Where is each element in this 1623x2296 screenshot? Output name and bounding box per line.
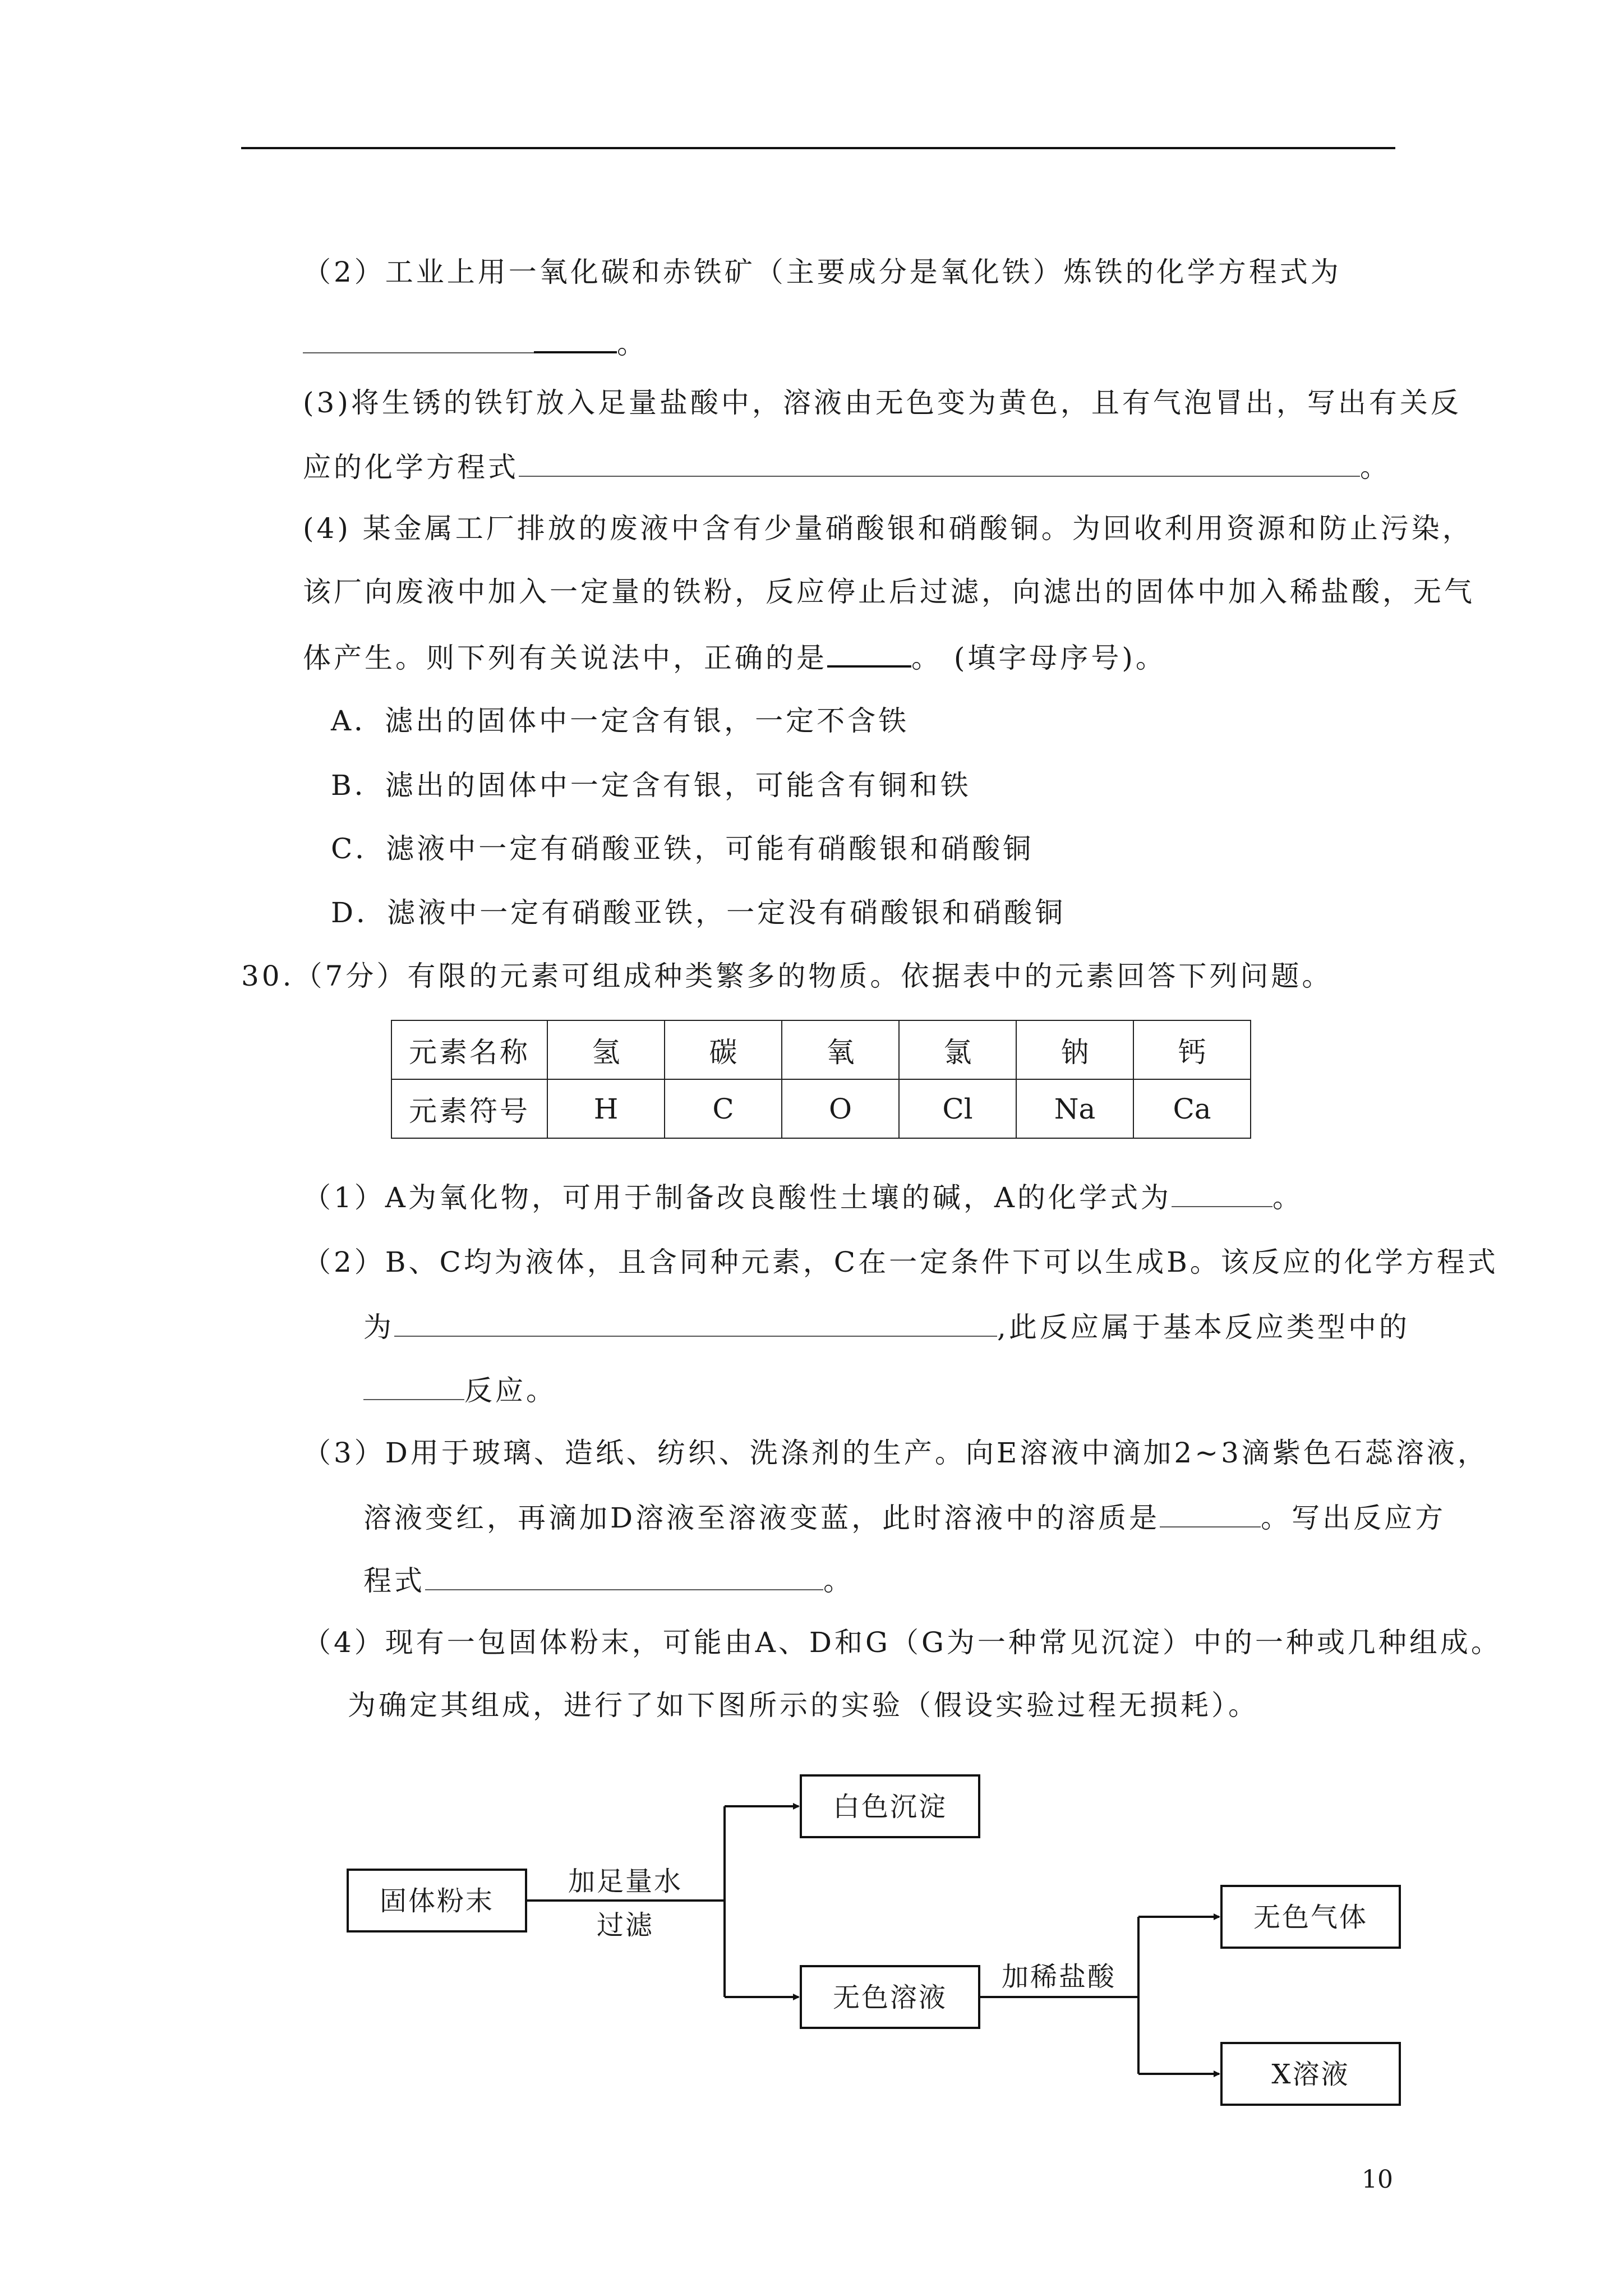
q29-p2-line1: （2）工业上用一氧化碳和赤铁矿（主要成分是氧化铁）炼铁的化学方程式为 — [303, 256, 1341, 288]
element-symbol-cell: O — [782, 1079, 899, 1138]
q30-p4-line1: （4）现有一包固体粉末，可能由A、D和G（G为一种常见沉淀）中的一种或几种组成。 — [303, 1626, 1502, 1659]
white-precipitate-label: 白色沉淀 — [832, 1791, 948, 1823]
line-text: 为 — [363, 1311, 394, 1343]
line-text: ,此反应属于基本反应类型中的 — [997, 1311, 1410, 1343]
option-d: D．滤液中一定有硝酸亚铁，一定没有硝酸银和硝酸铜 — [331, 896, 1066, 929]
element-name-cell: 钙 — [1133, 1020, 1251, 1079]
element-name-cell: 碳 — [665, 1020, 782, 1079]
row-header: 元素符号 — [391, 1079, 547, 1138]
q29-p4-line2: 该厂向废液中加入一定量的铁粉，反应停止后过滤，向滤出的固体中加入稀盐酸，无气 — [303, 576, 1475, 608]
period: 。 — [1272, 1181, 1304, 1214]
line-text: （1）A为氧化物，可用于制备改良酸性土壤的碱，A的化学式为 — [303, 1181, 1172, 1214]
element-name-cell: 氧 — [782, 1020, 899, 1079]
element-symbol-cell: Cl — [899, 1079, 1016, 1138]
line-text: 反应。 — [464, 1374, 557, 1407]
option-a: A．滤出的固体中一定含有银，一定不含铁 — [331, 705, 910, 737]
line-text: 体产生。则下列有关说法中，正确的是 — [303, 642, 827, 674]
period: 。 — [823, 1565, 854, 1597]
line-text: 。 (填字母序号)。 — [911, 642, 1166, 674]
period: 。 — [1360, 451, 1391, 484]
q29-p4-line1: (4) 某金属工厂排放的废液中含有少量硝酸银和硝酸铜。为回收利用资源和防止污染， — [303, 512, 1473, 545]
element-symbol-cell: Ca — [1133, 1079, 1251, 1138]
q30-p3-line1: （3）D用于玻璃、造纸、纺织、洗涤剂的生产。向E溶液中滴加2~3滴紫色石蕊溶液， — [303, 1437, 1488, 1469]
x-solution-label: X溶液 — [1271, 2059, 1350, 2090]
colorless-solution-label: 无色溶液 — [832, 1982, 948, 2013]
element-symbol-cell: Na — [1016, 1079, 1133, 1138]
line-text: 溶液变红，再滴加D溶液至溶液变蓝，此时溶液中的溶质是 — [363, 1502, 1160, 1534]
line-text: 应的化学方程式 — [303, 451, 519, 484]
option-b: B．滤出的固体中一定含有银，可能含有铜和铁 — [331, 769, 971, 802]
q30-p4-line2: 为确定其组成，进行了如下图所示的实验（假设实验过程无损耗）。 — [348, 1689, 1259, 1722]
line-text: 。写出反应方 — [1261, 1502, 1446, 1534]
add-water-label: 加足量水 — [568, 1866, 683, 1897]
q29-p3-line1: (3)将生锈的铁钉放入足量盐酸中，溶液由无色变为黄色，且有气泡冒出，写出有关反 — [303, 386, 1461, 419]
row-header: 元素名称 — [391, 1020, 547, 1079]
option-c: C．滤液中一定有硝酸亚铁，可能有硝酸银和硝酸铜 — [331, 832, 1034, 865]
filter-label: 过滤 — [596, 1910, 654, 1941]
period: 。 — [617, 328, 648, 360]
add-dilute-hcl-label: 加稀盐酸 — [1001, 1961, 1117, 1993]
element-symbol-cell: H — [547, 1079, 665, 1138]
element-symbol-cell: C — [665, 1079, 782, 1138]
colorless-gas-label: 无色气体 — [1253, 1902, 1368, 1933]
line-text: 程式 — [363, 1565, 425, 1597]
q30-p2-line1: （2）B、C均为液体，且含同种元素，C在一定条件下可以生成B。该反应的化学方程式 — [303, 1246, 1498, 1278]
page-number: 10 — [1362, 2165, 1393, 2194]
solid-powder-label: 固体粉末 — [379, 1885, 495, 1917]
q30-stem: 30.（7分）有限的元素可组成种类繁多的物质。依据表中的元素回答下列问题。 — [241, 960, 1333, 992]
element-name-cell: 氢 — [547, 1020, 665, 1079]
element-name-cell: 氯 — [899, 1020, 1016, 1079]
element-name-cell: 钠 — [1016, 1020, 1133, 1079]
